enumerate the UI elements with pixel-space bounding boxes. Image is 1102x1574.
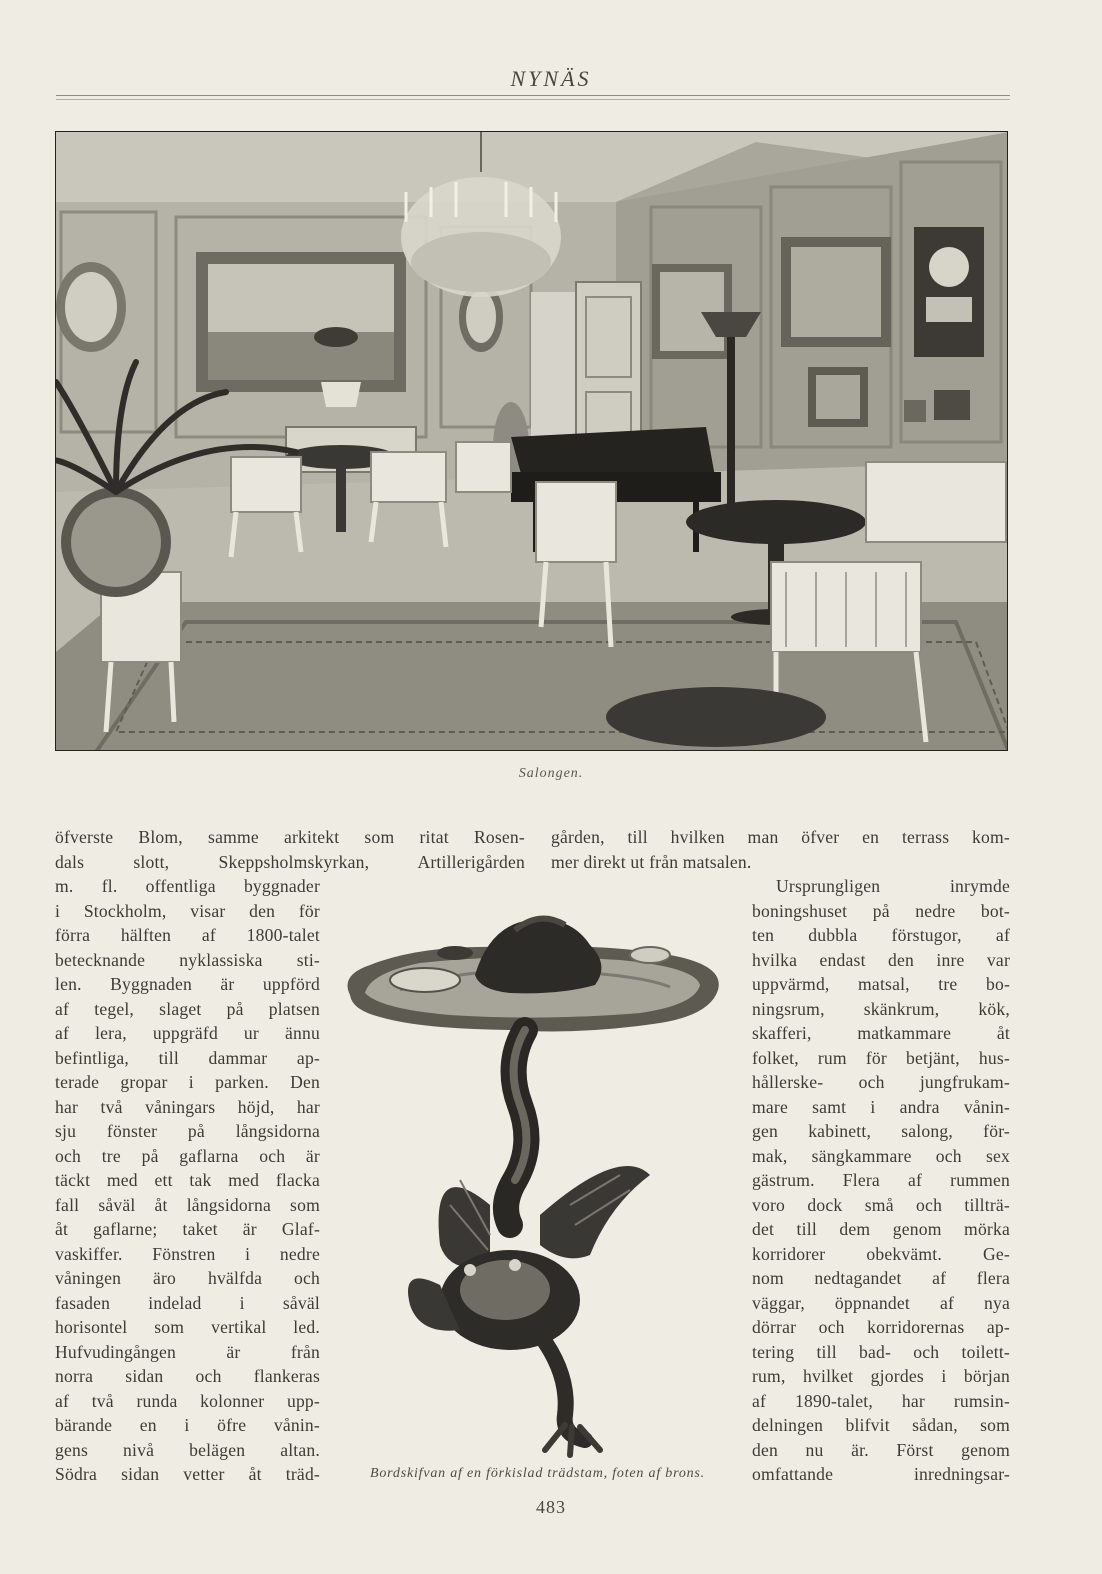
text-line: m. fl. offentliga byggnader [55,876,320,896]
text-line: horisontel som vertikal led. [55,1317,320,1337]
running-header: NYNÄS [510,66,592,91]
text-line: gården, till hvilken man öfver en terrass kom- [551,827,1010,847]
right-column-top-text [551,825,1010,874]
text-line: gen kabinett, salong, för- [752,1121,1010,1141]
text-line: hållerske- och jungfrukam- [752,1072,1010,1092]
text-line: len. Byggnaden är uppförd [55,974,320,994]
text-line: hvilka endast den inre var [752,949,1010,970]
text-line: norra sidan och flankeras [55,1366,320,1386]
text-line: i Stockholm, visar den för [55,900,320,921]
text-line: af två runda kolonner upp- [55,1390,320,1411]
text-line: gens nivå belägen altan. [55,1439,320,1460]
text-line: rum, hvilket gjordes i början [752,1366,1010,1386]
text-line: uppvärmd, matsal, tre bo- [752,974,1010,994]
text-line: bärande en i öfre vånin- [55,1415,320,1435]
text-line: Södra sidan vetter åt träd- [55,1464,320,1484]
text-line: den nu är. Först genom [752,1439,1010,1460]
text-line: Hufvudingången är från [55,1341,320,1362]
salon-caption: Salongen. [518,766,584,781]
dragon-table-photograph [340,905,735,1465]
left-column-top-text [55,825,525,874]
text-line: af lera, uppgräfd ur ännu [55,1023,320,1043]
text-line: dals slott, Skeppsholmskyrkan, Artillerigården [55,851,525,872]
left-column-text [55,874,320,1487]
text-line: tering till bad- och toilett- [752,1341,1010,1362]
text-line: åt gaflarne; taket är Glaf- [55,1219,320,1239]
text-line: folket, rum för betjänt, hus- [752,1047,1010,1068]
text-line: och tre på gaflarna och är [55,1145,320,1166]
text-line: gästrum. Flera af rummen [752,1170,1010,1190]
text-line: terade gropar i parken. Den [55,1072,320,1092]
text-line: det till dem genom mörka [752,1219,1010,1239]
text-line: nom nedtagandet af flera [752,1268,1010,1288]
text-line: fall såväl åt långsidorna som [55,1194,320,1215]
text-line: af tegel, slaget på platsen [55,998,320,1019]
text-line: väggar, öppnandet af nya [752,1292,1010,1313]
text-line: dörrar och korridorernas ap- [752,1317,1010,1337]
text-line: omfattande inredningsar- [752,1464,1010,1484]
text-line: sju fönster på långsidorna [55,1121,320,1141]
text-line: mare samt i andra vånin- [752,1096,1010,1117]
header-rule [56,95,1010,100]
text-line: ningsrum, skänkrum, kök, [752,998,1010,1019]
text-line: korridorer obekvämt. Ge- [752,1243,1010,1264]
text-line: Ursprungligen inrymde [776,876,1010,896]
text-line: befintliga, till dammar ap- [55,1047,320,1068]
text-line: af 1890-talet, har rumsin- [752,1390,1010,1411]
text-line: betecknande nyklassiska sti- [55,949,320,970]
right-column-text [752,874,1010,1487]
text-line: öfverste Blom, samme arkitekt som ritat Rosen- [55,827,525,847]
text-line: våningen äro hvälfda och [55,1268,320,1288]
text-line: täckt med ett tak med flacka [55,1170,320,1190]
text-line: delningen blifvit sådan, som [752,1415,1010,1435]
text-line: fasaden indelad i såväl [55,1292,320,1313]
page-number: 483 [536,1497,566,1517]
text-line: vaskiffer. Fönstren i nedre [55,1243,320,1264]
text-line: boningshuset på nedre bot- [752,900,1010,921]
text-line: mak, sängkammare och sex [752,1145,1010,1166]
table-caption: Bordskifvan af en förkislad trädstam, foten af brons. [370,1466,705,1481]
text-line: har två våningars höjd, har [55,1096,320,1117]
text-line: voro dock små och tillträ- [752,1194,1010,1215]
text-line: skafferi, matkammare åt [752,1023,1010,1043]
salon-photograph [55,131,1008,751]
text-line: ten dubbla förstugor, af [752,925,1010,945]
text-line: förra hälften af 1800-talet [55,925,320,945]
text-line: mer direkt ut från matsalen. [551,851,752,872]
